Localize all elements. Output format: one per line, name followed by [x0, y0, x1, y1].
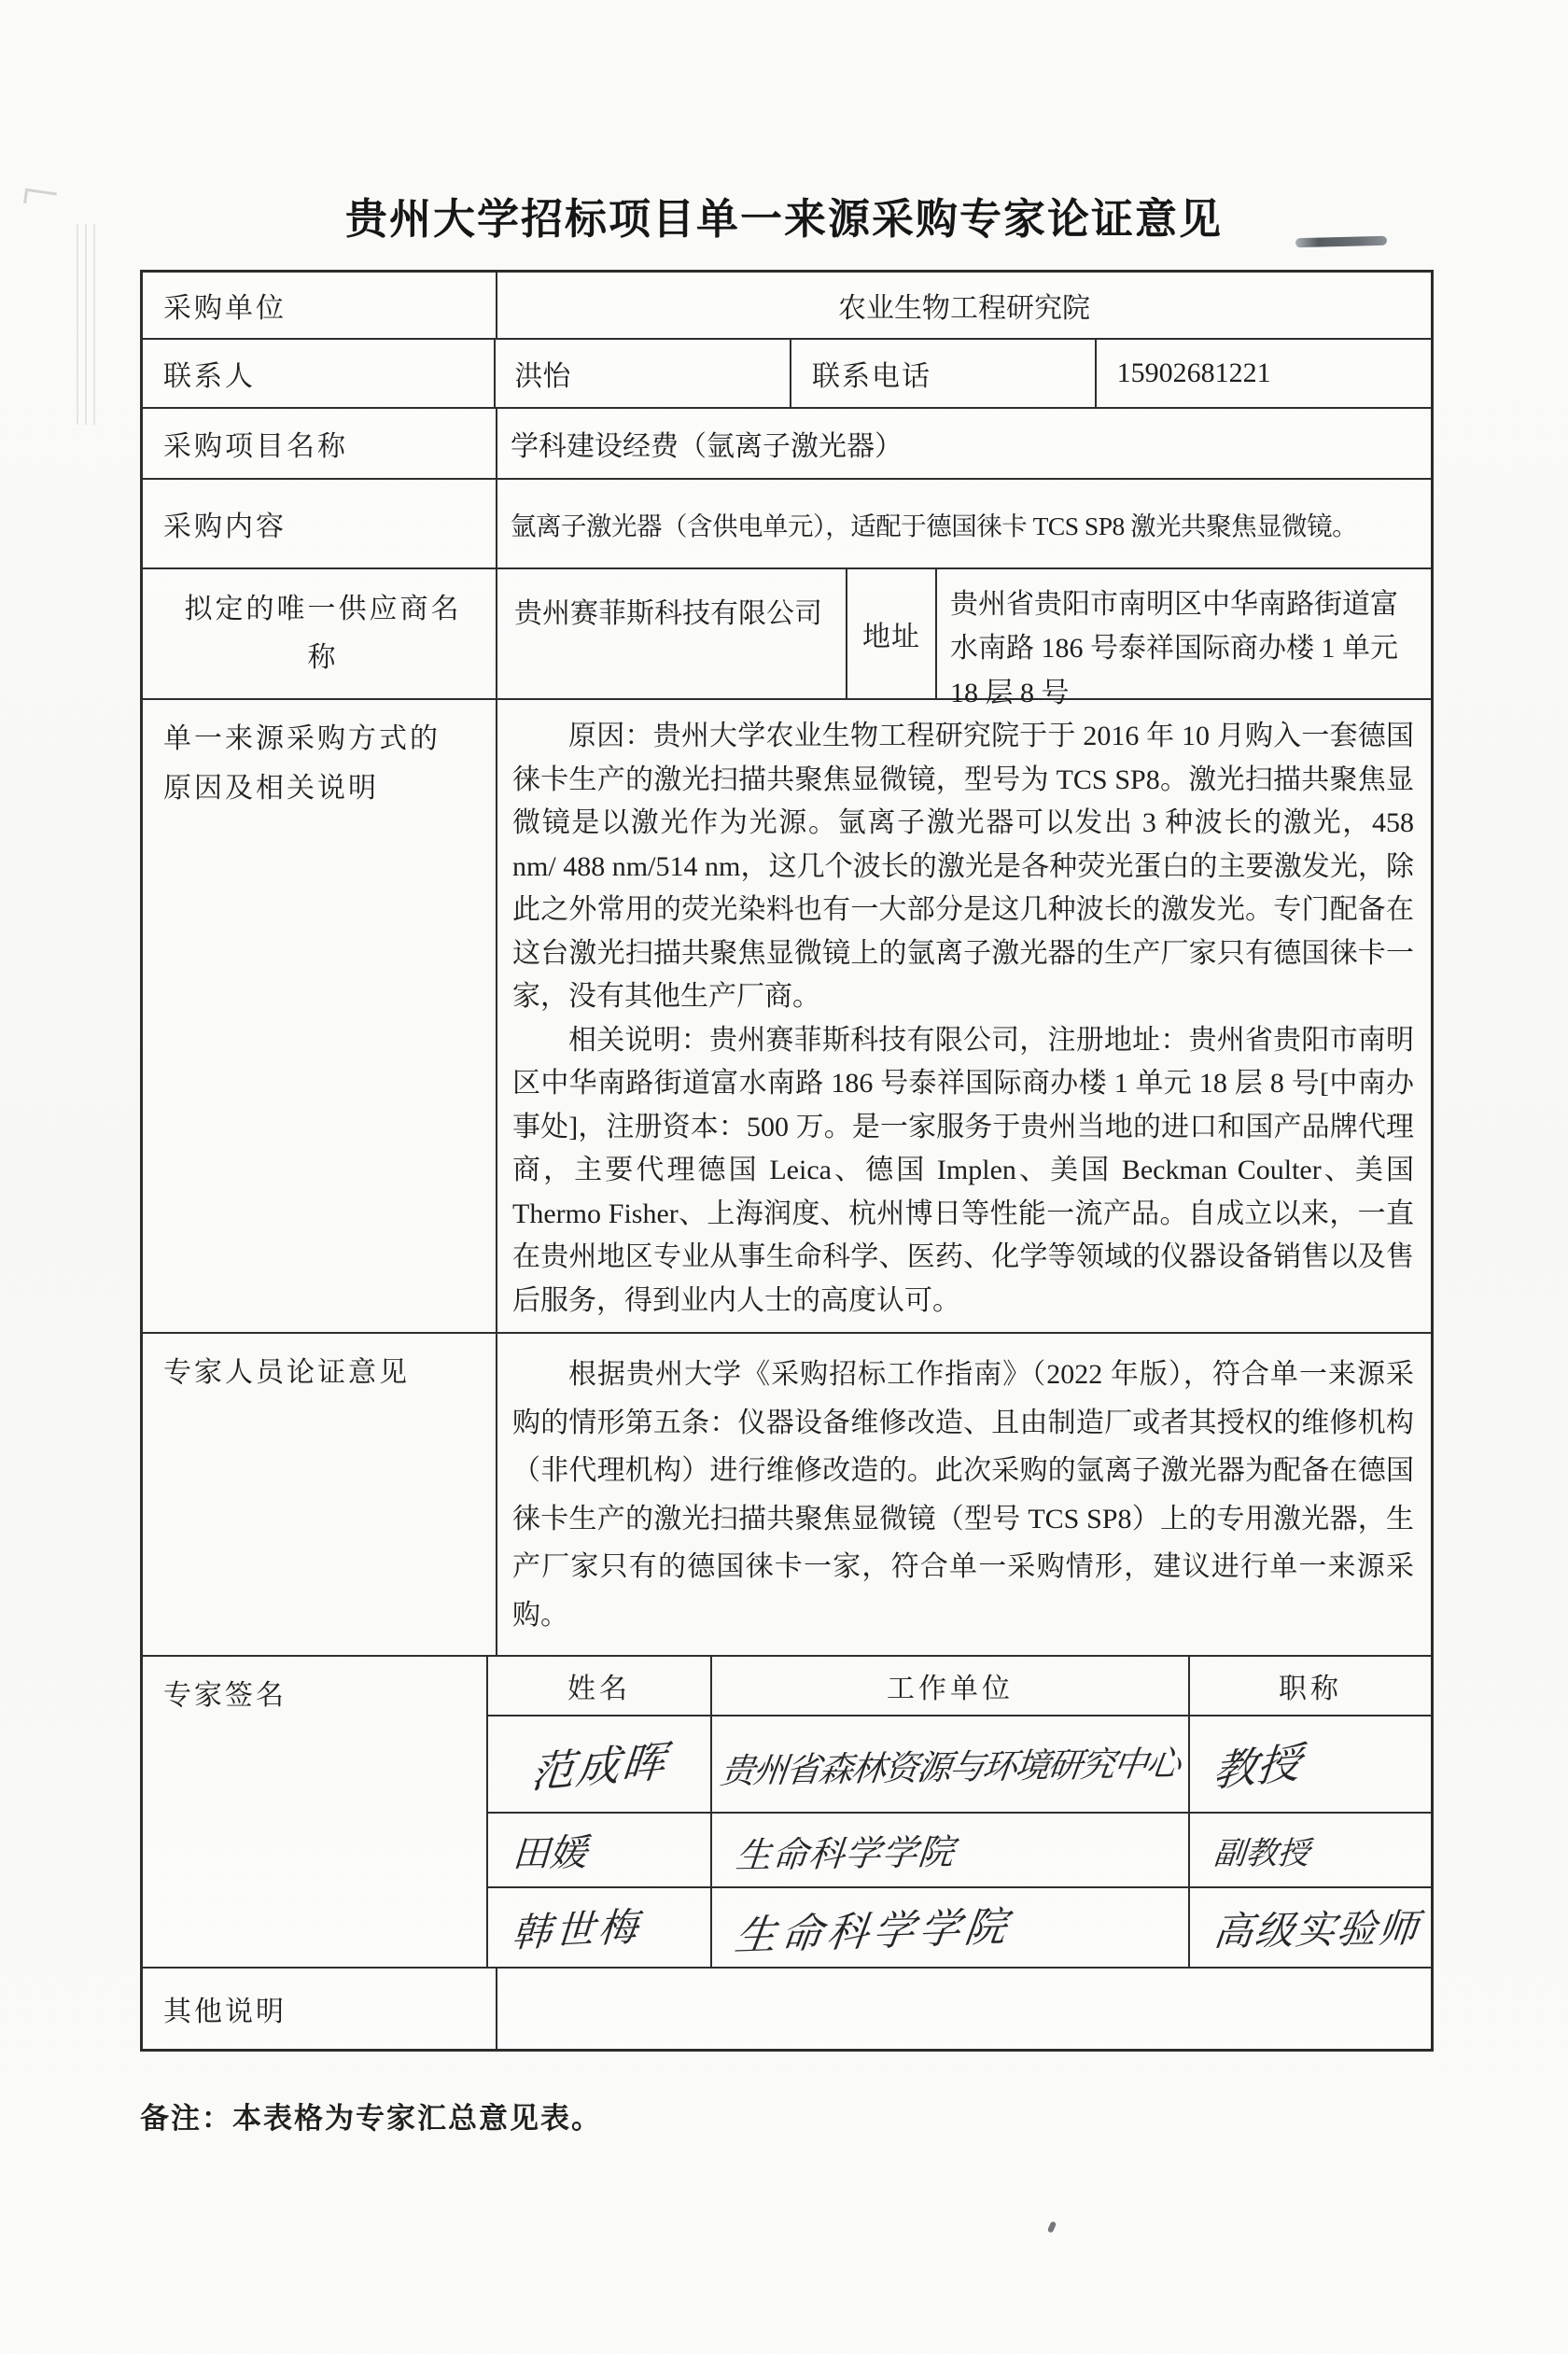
procurement-content-value: 氩离子激光器（含供电单元），适配于德国徕卡 TCS SP8 激光共聚焦显微镜。 [511, 511, 1358, 540]
row-reason [143, 700, 1431, 1334]
signature-row-2 [488, 1814, 1431, 1888]
signature-1-name: 范成晖 [488, 1716, 712, 1812]
reason-label [143, 700, 497, 1332]
expert-opinion-label: 专家人员论证意见 [143, 1334, 497, 1655]
reason-text [497, 700, 1431, 1332]
reason-label-text: 单一来源采购方式的原因及相关说明 [163, 723, 441, 804]
purchasing-unit-value: 农业生物工程研究院 [838, 293, 1090, 324]
supplier-address-value: 贵州省贵阳市南明区中华南路街道富水南路 186 号泰祥国际商办楼 1 单元 18 层 8 号 [950, 589, 1398, 708]
supplier-address-label: 地址 [847, 569, 937, 698]
row-other-notes [143, 1969, 1431, 2049]
row-project-name [143, 409, 1431, 480]
signatures-grid [488, 1657, 1431, 1967]
row-procurement-content [143, 480, 1431, 569]
row-expert-opinion [143, 1334, 1431, 1657]
signature-2-work-unit: 生命科学学院 [712, 1814, 1190, 1886]
row-signatures [143, 1657, 1431, 1969]
signature-1-title: 教授 [1211, 1739, 1304, 1796]
row-supplier [143, 569, 1431, 708]
footnote: 备注：本表格为专家汇总意见表。 [140, 2102, 602, 2135]
contact-phone-label: 联系电话 [791, 340, 1097, 407]
expert-opinion-paragraph: 根据贵州大学《采购招标工作指南》（2022 年版），符合单一来源采购的情形第五条：仪器设备维修改造、且由制造厂或者其授权的维修机构（非代理机构）进行维修改造的。此次采购的氩离子激光器为配备在德国徕卡生产的激光扫描共聚焦显微镜（型号 TCS SP8）上的专用激光器，生产厂家只有的德国徕卡一家，符合单一采购情形，建议进行单一来源采购。 [512, 1359, 1414, 1631]
procurement-content-label: 采购内容 [143, 480, 497, 567]
signatures-col-work-unit: 工作单位 [712, 1657, 1190, 1715]
scan-artifact-speck [1047, 2221, 1057, 2233]
signature-1-work-unit: 贵州省森林资源与环境研究中心 [712, 1716, 1190, 1812]
scan-artifact-dash [1295, 236, 1387, 248]
signature-2-title: 副教授 [1212, 1836, 1311, 1871]
other-notes-label: 其他说明 [143, 1969, 497, 2049]
other-notes-value [497, 1969, 1431, 2049]
signatures-col-title: 职称 [1278, 1674, 1342, 1704]
signatures-label: 专家签名 [143, 1657, 488, 1967]
signature-row-3 [488, 1888, 1431, 1967]
row-contact [143, 340, 1431, 409]
supplier-name-value: 贵州赛菲斯科技有限公司 [497, 569, 847, 698]
page-title: 贵州大学招标项目单一来源采购专家论证意见 [344, 196, 1223, 243]
signature-3-name: 韩世梅 [488, 1888, 712, 1967]
project-name-value: 学科建设经费（氩离子激光器） [511, 431, 903, 462]
supplier-label-text: 拟定的唯一供应商名称 [184, 593, 462, 673]
signature-2-name: 田媛 [488, 1814, 712, 1886]
reason-paragraph-2: 相关说明：贵州赛菲斯科技有限公司，注册地址：贵州省贵阳市南明区中华南路街道富水南路 186 号泰祥国际商办楼 1 单元 18 层 8 号[中南办事处]，注册资本：500 万。是一家服务于贵州当地的进口和国产品牌代理商，主要代理德国 Leica、德国 Implen、美国 Beckman Coulter、美国 Thermo Fisher、上海润度、杭州博日等性能一流产品。自成立以来，一直在贵州地区专业从事生命科学、医药、化学等领域的仪器设备销售以及售后服务，得到业内人士的高度认可。 [512, 1024, 1414, 1316]
row-purchasing-unit [143, 273, 1431, 340]
signatures-header-row [488, 1657, 1431, 1716]
scan-artifact-streaks [77, 224, 101, 425]
contact-name-value: 洪怡 [496, 340, 791, 407]
form-table [140, 270, 1434, 2052]
contact-phone-value: 15902681221 [1116, 357, 1271, 388]
supplier-label [143, 569, 497, 698]
scan-artifact-corner-mark [23, 189, 57, 208]
signature-row-1 [488, 1716, 1431, 1814]
signature-3-work-unit: 生命科学学院 [712, 1888, 1190, 1967]
purchasing-unit-label: 采购单位 [143, 273, 497, 338]
contact-label: 联系人 [143, 340, 496, 407]
signature-3-title: 高级实验师 [1211, 1908, 1422, 1955]
project-name-label: 采购项目名称 [143, 409, 497, 478]
reason-paragraph-1: 原因：贵州大学农业生物工程研究院于于 2016 年 10 月购入一套德国徕卡生产的激光扫描共聚焦显微镜，型号为 TCS SP8。激光扫描共聚焦显微镜是以激光作为光源。氩离子激光器可以发出 3 种波长的激光，458 nm/ 488 nm/514 nm，这几个波长的激光是各种荧光蛋白的主要激发光，除此之外常用的荧光染料也有一大部分是这几种波长的激发光。专门配备在这台激光扫描共聚焦显微镜上的氩离子激光器的生产厂家只有德国徕卡一家，没有其他生产厂商。 [512, 721, 1414, 1012]
expert-opinion-text [497, 1334, 1431, 1655]
signatures-col-name: 姓名 [488, 1657, 712, 1715]
